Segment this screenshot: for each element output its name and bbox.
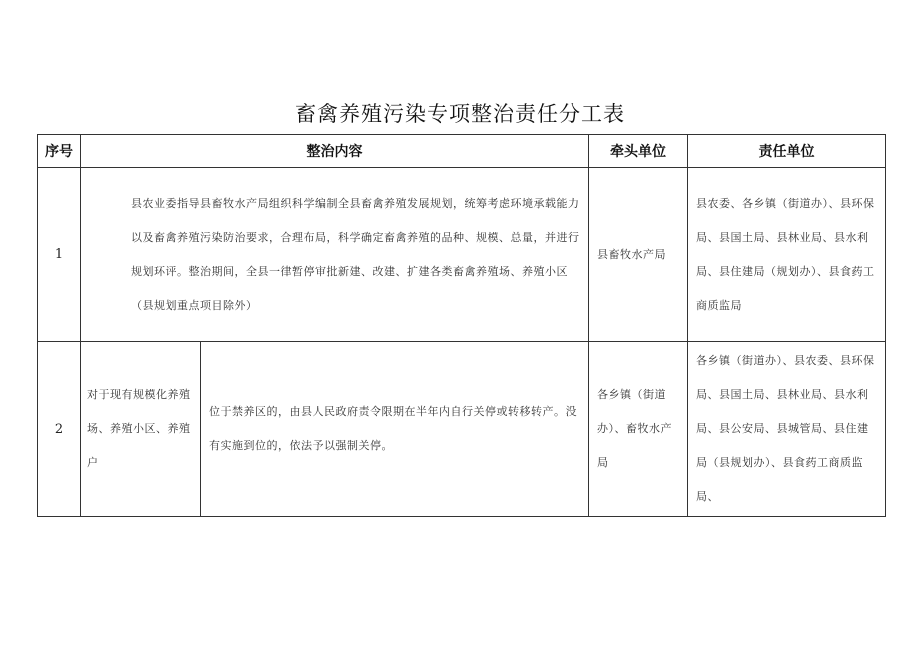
header-lead: 牵头单位 — [589, 135, 688, 168]
document-title: 畜禽养殖污染专项整治责任分工表 — [295, 102, 625, 126]
responsibility-table — [37, 134, 886, 517]
task-content: 县农业委指导县畜牧水产局组织科学编制全县畜禽养殖发展规划，统筹考虑环境承载能力以及畜禽养殖污染防治要求，合理布局，科学确定畜禽养殖的品种、规模、总量，并进行规划环评。整治期间，全县一律暂停审批新建、改建、扩建各类畜禽养殖场、养殖小区（县规划重点项目除外） — [81, 168, 589, 342]
task-subject: 对于现有规模化养殖场、养殖小区、养殖户 — [81, 342, 201, 517]
header-content: 整治内容 — [81, 135, 589, 168]
responsible-units: 县农委、各乡镇（街道办）、县环保局、县国土局、县林业局、县水利局、县住建局（规划办）、县食药工商质监局 — [688, 168, 886, 342]
header-no: 序号 — [38, 135, 81, 168]
lead-unit: 县畜牧水产局 — [589, 168, 688, 342]
row-number: 1 — [38, 168, 81, 342]
table-header-row — [38, 135, 886, 168]
lead-unit: 各乡镇（街道办）、畜牧水产局 — [589, 342, 688, 517]
table-row — [38, 342, 886, 517]
task-content: 位于禁养区的，由县人民政府责令限期在半年内自行关停或转移转产。没有实施到位的，依法予以强制关停。 — [201, 342, 589, 517]
responsible-units: 各乡镇（街道办）、县农委、县环保局、县国土局、县林业局、县水利局、县公安局、县城管局、县住建局（县规划办）、县食药工商质监局、 — [688, 342, 886, 517]
header-responsible: 责任单位 — [688, 135, 886, 168]
row-number: 2 — [38, 342, 81, 517]
table-row — [38, 168, 886, 342]
